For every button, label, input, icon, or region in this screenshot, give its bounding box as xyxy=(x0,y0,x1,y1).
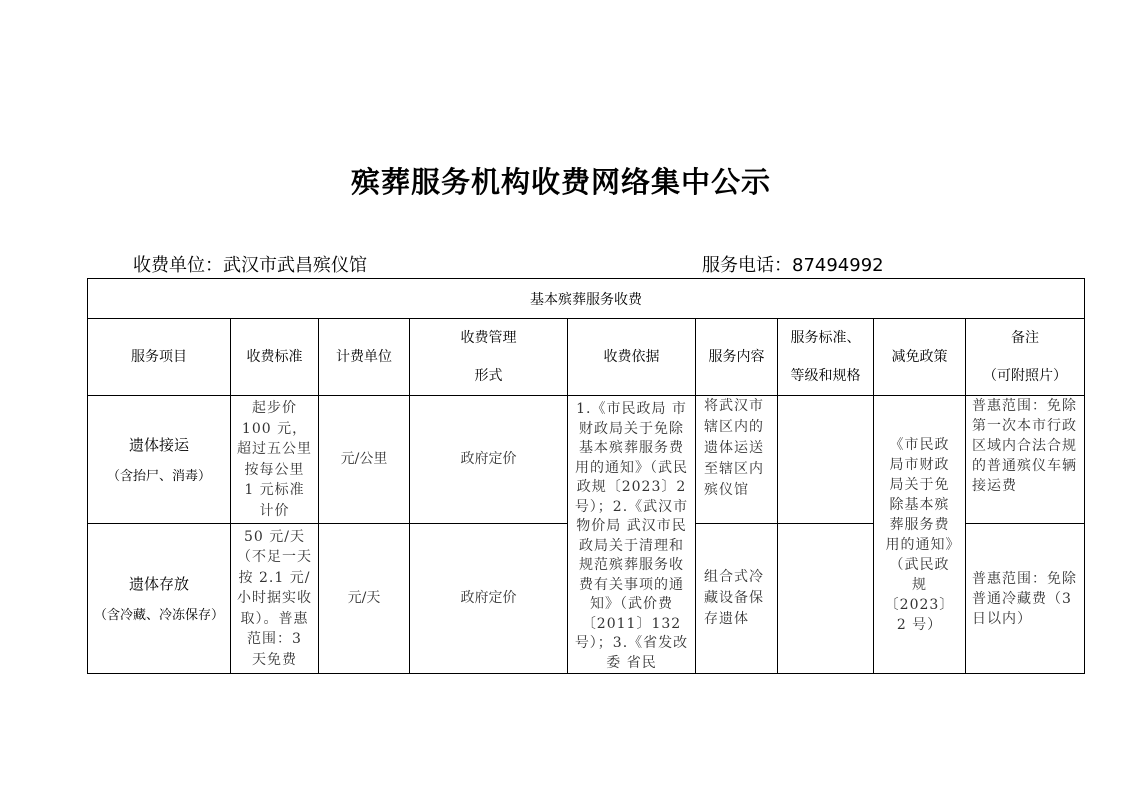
level-cell xyxy=(778,524,874,674)
header-mgmt-line2: 形式 xyxy=(474,368,503,384)
header-basis: 收费依据 xyxy=(568,319,696,396)
note-cell: 普惠范围：免除普通冷藏费（3 日以内） xyxy=(966,524,1085,674)
header-level xyxy=(778,319,874,396)
header-level-line1: 服务标准、 xyxy=(790,330,861,346)
header-standard: 收费标准 xyxy=(231,319,319,396)
service-phone-label: 服务电话：87494992 xyxy=(702,255,884,276)
header-unit: 计费单位 xyxy=(319,319,410,396)
column-header-row xyxy=(88,319,1085,396)
item-name: 遗体存放 xyxy=(128,574,189,593)
table-row xyxy=(88,396,1085,524)
item-detail: （含冷藏、冷冻保存） xyxy=(93,607,224,623)
document-title: 殡葬服务机构收费网络集中公示 xyxy=(350,165,771,199)
basis-cell: 1.《市民政局 市财政局关于免除基本殡葬服务费用的通知》（武民政规〔2023〕2 号）；2.《武汉市物价局 武汉市民政局关于清理和规范殡葬服务收费有关事项的通知》（武价费〔2011〕132 号）；3.《省发改委 省民 xyxy=(568,396,696,674)
header-note xyxy=(966,319,1085,396)
content-cell: 将武汉市辖区内的遗体运送至辖区内殡仪馆 xyxy=(696,396,778,524)
header-note-line2: （可附照片） xyxy=(983,368,1068,384)
note-cell: 普惠范围：免除第一次本市行政区域内合法合规的普通殡仪车辆接运费 xyxy=(966,396,1085,524)
item-cell xyxy=(88,524,231,674)
content-cell: 组合式冷藏设备保存遗体 xyxy=(696,524,778,674)
policy-cell: 《市民政局市财政局关于免除基本殡葬服务费用的通知》（武民政规〔2023〕2 号） xyxy=(874,396,966,674)
unit-cell: 元/天 xyxy=(319,524,410,674)
unit-cell: 元/公里 xyxy=(319,396,410,524)
section-header-row xyxy=(88,279,1085,319)
level-cell xyxy=(778,396,874,524)
fee-unit-label: 收费单位：武汉市武昌殡仪馆 xyxy=(133,255,367,276)
mgmt-cell: 政府定价 xyxy=(410,396,568,524)
section-title: 基本殡葬服务收费 xyxy=(88,279,1085,319)
item-name: 遗体接运 xyxy=(128,435,189,454)
item-cell xyxy=(88,396,231,524)
item-detail: （含抬尸、消毒） xyxy=(106,468,211,484)
header-item: 服务项目 xyxy=(88,319,231,396)
header-note-line1: 备注 xyxy=(1011,330,1040,346)
header-mgmt-line1: 收费管理 xyxy=(460,330,517,346)
header-level-line2: 等级和规格 xyxy=(790,368,861,384)
header-mgmt xyxy=(410,319,568,396)
fee-table xyxy=(87,278,1085,674)
header-policy: 减免政策 xyxy=(874,319,966,396)
standard-cell: 50 元/天（不足一天按 2.1 元/小时据实收取）。普惠范围：3 天免费 xyxy=(231,524,319,674)
standard-cell: 起步价 100 元，超过五公里按每公里 1 元标准计价 xyxy=(231,396,319,524)
mgmt-cell: 政府定价 xyxy=(410,524,568,674)
header-content: 服务内容 xyxy=(696,319,778,396)
